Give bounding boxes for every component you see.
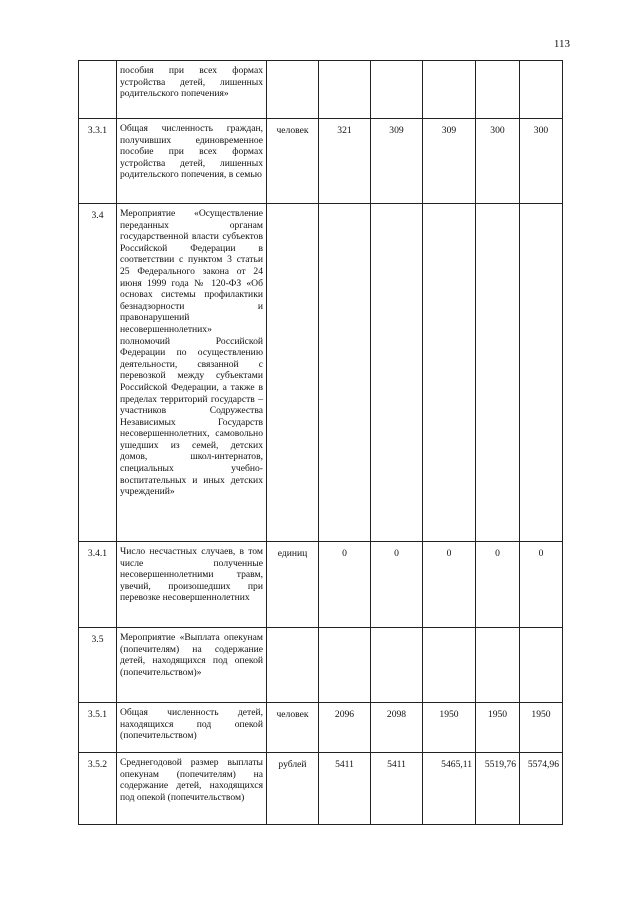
indicators-table — [78, 60, 563, 825]
row-value-1: 321 — [319, 119, 371, 204]
row-value-2 — [371, 204, 423, 542]
table-row — [79, 61, 563, 119]
table-body — [79, 61, 563, 825]
row-unit: человек — [267, 119, 319, 204]
row-value-5: 1950 — [520, 703, 563, 753]
row-name: Общая численность граждан, получивших единовременное пособие при всех формах устройства детей, лишенных родительского попечения, в семью — [117, 119, 267, 204]
row-value-3: 1950 — [423, 703, 476, 753]
row-value-1 — [319, 61, 371, 119]
row-value-3: 0 — [423, 542, 476, 628]
row-value-1 — [319, 628, 371, 703]
table-row — [79, 628, 563, 703]
row-name: Число несчастных случаев, в том числе полученные несовершеннолетними травм, увечий, произошедших при перевозке несовершеннолетних — [117, 542, 267, 628]
row-number: 3.5.1 — [79, 703, 117, 753]
row-value-4: 300 — [476, 119, 520, 204]
row-name: пособия при всех формах устройства детей, лишенных родительского попечения» — [117, 61, 267, 119]
row-value-2: 309 — [371, 119, 423, 204]
table-row — [79, 204, 563, 542]
table-row — [79, 753, 563, 825]
row-unit: рублей — [267, 753, 319, 825]
row-value-1: 2096 — [319, 703, 371, 753]
row-value-5: 300 — [520, 119, 563, 204]
row-name: Мероприятие «Осуществление переданных органам государственной власти субъектов Российской Федерации в соответствии с пунктом 3 статьи 25 Федерального закона от 24 июня 1999 года № 120-ФЗ «Об основах системы профилактики безнадзорности и правонарушений несовершеннолетних» полномочий Российской Федерации по осуществлению деятельности, связанной с перевозкой между субъектами Российской Федерации, а также в пределах территорий государств – участников Содружества Независимых Государств несовершеннолетних, самовольно ушедших из семей, детских домов, школ-интернатов, специальных учебно-воспитательных и иных детских учреждений» — [117, 204, 267, 542]
row-unit: человек — [267, 703, 319, 753]
row-value-4 — [476, 628, 520, 703]
row-value-5: 0 — [520, 542, 563, 628]
page-number: 113 — [553, 38, 570, 50]
row-name: Общая численность детей, находящихся под опекой (попечительством) — [117, 703, 267, 753]
row-value-3 — [423, 628, 476, 703]
row-value-5: 5574,96 — [520, 753, 563, 825]
row-value-1: 0 — [319, 542, 371, 628]
row-unit: единиц — [267, 542, 319, 628]
row-number: 3.4 — [79, 204, 117, 542]
row-unit — [267, 204, 319, 542]
row-value-2 — [371, 628, 423, 703]
row-value-1: 5411 — [319, 753, 371, 825]
row-number: 3.3.1 — [79, 119, 117, 204]
row-value-2: 5411 — [371, 753, 423, 825]
row-value-1 — [319, 204, 371, 542]
row-name: Мероприятие «Выплата опекунам (попечителям) на содержание детей, находящихся под опекой (попечительством)» — [117, 628, 267, 703]
row-name: Среднегодовой размер выплаты опекунам (попечителям) на содержание детей, находящихся под опекой (попечительством) — [117, 753, 267, 825]
row-value-5 — [520, 204, 563, 542]
row-unit — [267, 61, 319, 119]
row-value-2 — [371, 61, 423, 119]
row-value-3 — [423, 204, 476, 542]
row-value-4 — [476, 61, 520, 119]
row-value-4: 5519,76 — [476, 753, 520, 825]
row-value-3: 309 — [423, 119, 476, 204]
row-value-5 — [520, 61, 563, 119]
row-value-5 — [520, 628, 563, 703]
row-number: 3.5 — [79, 628, 117, 703]
row-unit — [267, 628, 319, 703]
row-value-3: 5465,11 — [423, 753, 476, 825]
row-value-4: 0 — [476, 542, 520, 628]
row-number: 3.4.1 — [79, 542, 117, 628]
row-value-2: 2098 — [371, 703, 423, 753]
table-row — [79, 703, 563, 753]
row-value-4: 1950 — [476, 703, 520, 753]
row-value-3 — [423, 61, 476, 119]
row-number — [79, 61, 117, 119]
row-value-2: 0 — [371, 542, 423, 628]
row-number: 3.5.2 — [79, 753, 117, 825]
table-row — [79, 119, 563, 204]
row-value-4 — [476, 204, 520, 542]
table-row — [79, 542, 563, 628]
